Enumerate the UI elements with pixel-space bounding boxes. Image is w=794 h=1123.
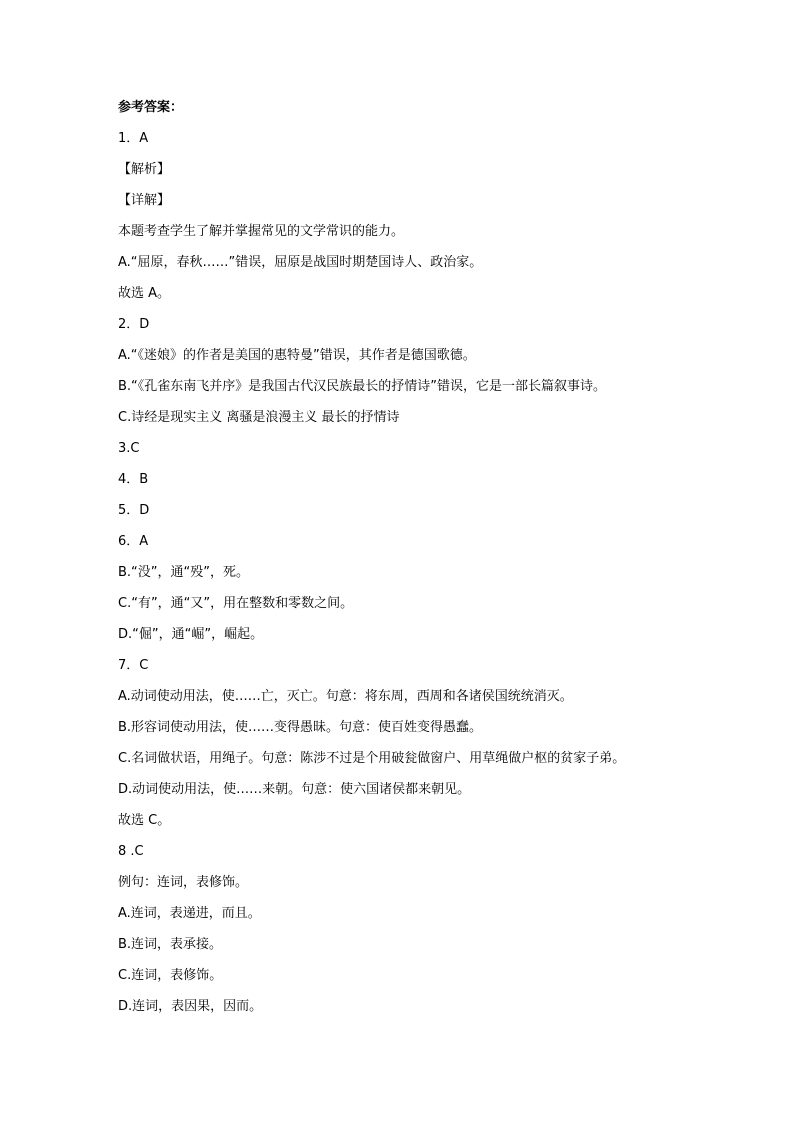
question-2-option-c: C.诗经是现实主义 离骚是浪漫主义 最长的抒情诗 — [118, 410, 400, 425]
question-6-option-c: C.“有”，通“又”，用在整数和零数之间。 — [118, 596, 354, 611]
question-6-option-b: B.“没”，通“殁”，死。 — [118, 565, 249, 580]
question-7-option-a: A.动词使动用法，使……亡，灭亡。句意：将东周，西周和各诸侯国统统消灭。 — [118, 689, 573, 704]
question-7-option-b: B.形容词使动用法，使……变得愚昧。句意：使百姓变得愚蠢。 — [118, 720, 483, 735]
answer-1: 1．A — [118, 131, 149, 146]
answer-6: 6．A — [118, 534, 149, 549]
analysis-label: 【解析】 — [118, 162, 171, 177]
answer-4: 4．B — [118, 472, 149, 487]
detail-label: 【详解】 — [118, 193, 171, 208]
question-1-choice: 故选 A。 — [118, 286, 171, 301]
question-8-option-c: C.连词，表修饰。 — [118, 968, 223, 983]
question-6-option-d: D.“倔”，通“崛”，崛起。 — [118, 627, 264, 642]
answer-key-content — [118, 96, 718, 1026]
question-7-choice: 故选 C。 — [118, 813, 171, 828]
question-8-option-d: D.连词，表因果，因而。 — [118, 999, 263, 1014]
question-7-option-c: C.名词做状语，用绳子。句意：陈涉不过是个用破瓮做窗户、用草绳做户枢的贫家子弟。 — [118, 751, 626, 766]
answer-8: 8 .C — [118, 844, 144, 859]
question-1-option-a: A.“屈原，春秋……”错误，屈原是战国时期楚国诗人、政治家。 — [118, 255, 483, 270]
question-8-example: 例句：连词，表修饰。 — [118, 875, 249, 890]
answer-5: 5．D — [118, 503, 150, 518]
question-8-option-b: B.连词，表承接。 — [118, 937, 223, 952]
answer-7: 7．C — [118, 658, 149, 673]
answer-2: 2．D — [118, 317, 150, 332]
question-8-option-a: A.连词，表递进，而且。 — [118, 906, 261, 921]
answer-key-heading: 参考答案： — [118, 100, 184, 115]
question-7-option-d: D.动词使动用法，使……来朝。句意：使六国诸侯都来朝见。 — [118, 782, 471, 797]
question-2-option-a: A.“《迷娘》的作者是美国的惠特曼”错误，其作者是德国歌德。 — [118, 348, 476, 363]
question-2-option-b: B.“《孔雀东南飞并序》是我国古代汉民族最长的抒情诗”错误，它是一部长篇叙事诗。 — [118, 379, 607, 394]
question-1-intro: 本题考查学生了解并掌握常见的文学常识的能力。 — [118, 224, 405, 239]
answer-3: 3.C — [118, 441, 140, 456]
